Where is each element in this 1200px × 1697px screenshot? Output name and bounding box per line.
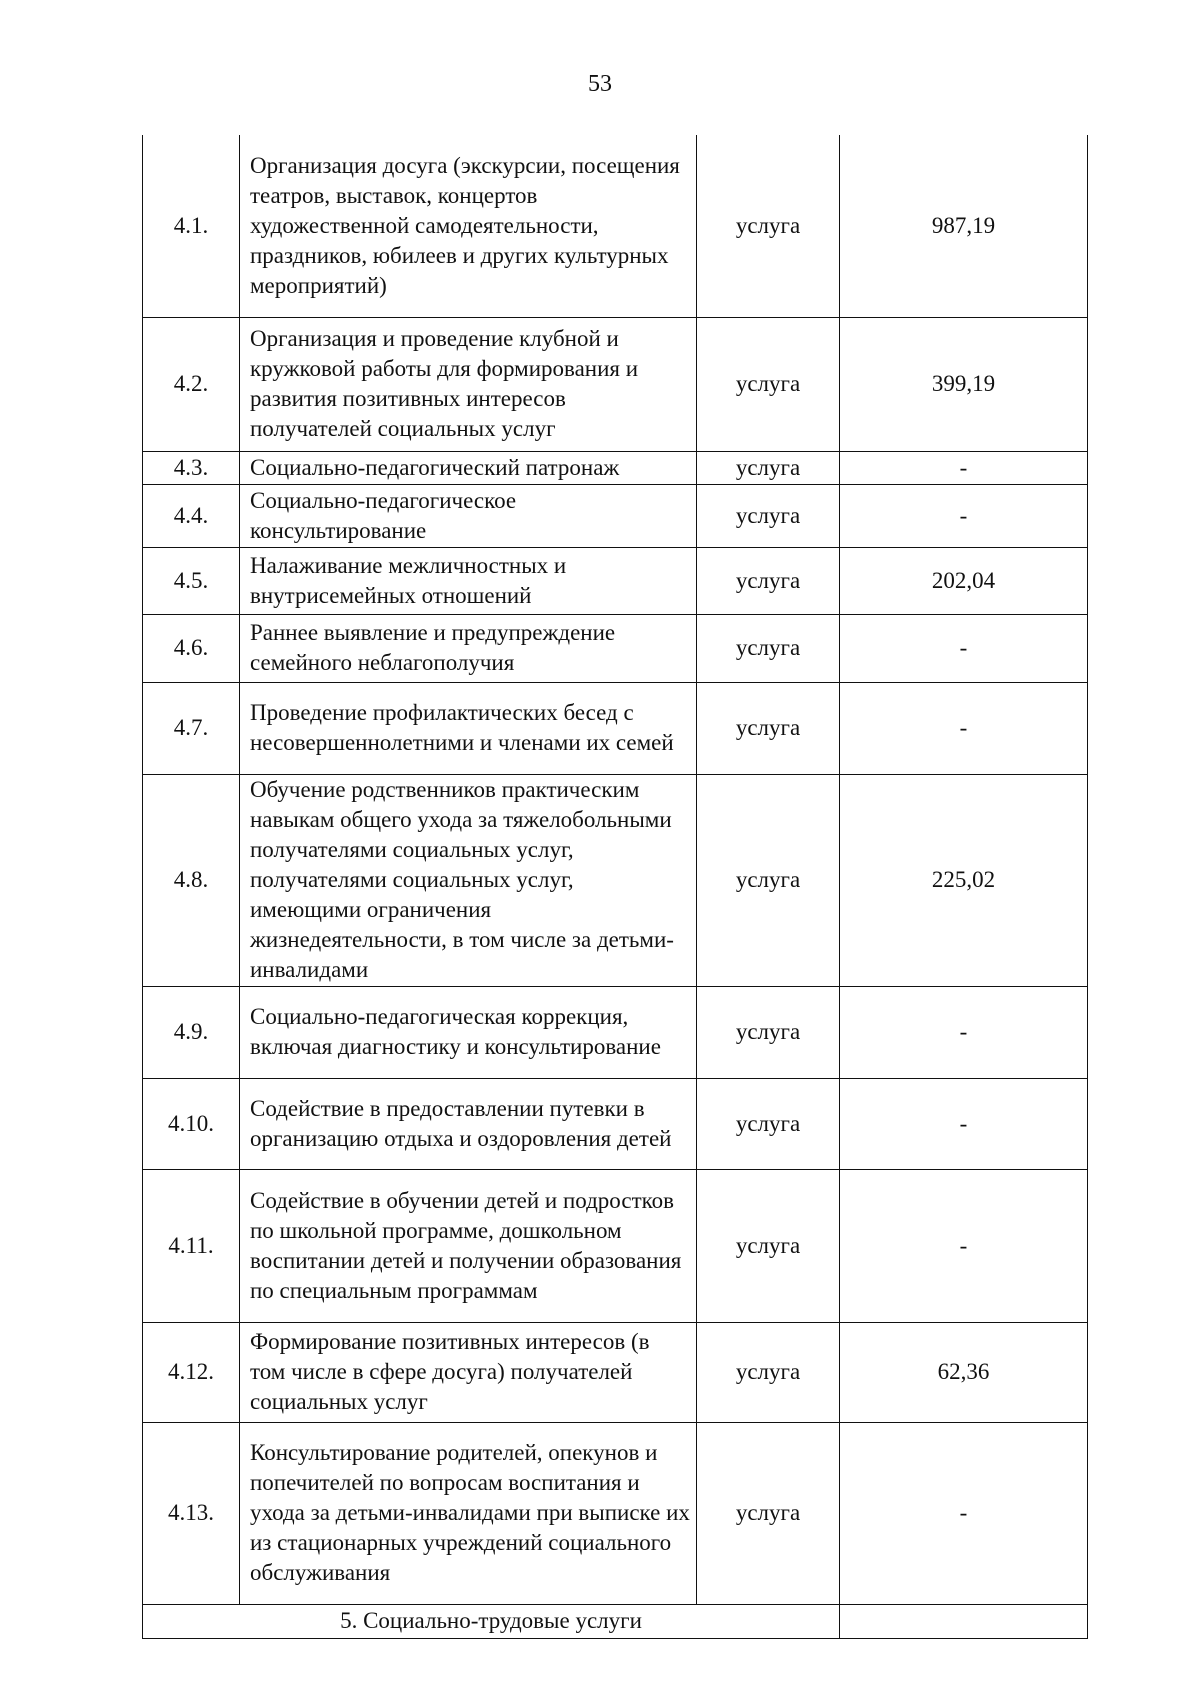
row-number: 4.3. xyxy=(143,451,240,484)
service-price: 987,19 xyxy=(840,135,1088,317)
service-price: - xyxy=(840,986,1088,1078)
service-price: - xyxy=(840,484,1088,547)
service-name: Организация досуга (экскурсии, посещения театров, выставок, концертов художественной самодеятельности, праздников, юбилеев и других культурных мероприятий) xyxy=(240,135,697,317)
row-number: 4.13. xyxy=(143,1422,240,1604)
table-row xyxy=(143,1322,1088,1422)
table-row xyxy=(143,484,1088,547)
service-price: - xyxy=(840,682,1088,774)
service-price: - xyxy=(840,1169,1088,1322)
service-unit: услуга xyxy=(697,317,840,451)
service-name: Обучение родственников практическим навыкам общего ухода за тяжелобольными получателями социальных услуг, получателями социальных услуг, имеющими ограничения жизнедеятельности, в том числе за детьми-инвалидами xyxy=(240,774,697,986)
service-price: - xyxy=(840,451,1088,484)
row-number: 4.5. xyxy=(143,547,240,614)
service-unit: услуга xyxy=(697,1322,840,1422)
service-unit: услуга xyxy=(697,1422,840,1604)
service-name: Содействие в обучении детей и подростков по школьной программе, дошкольном воспитании детей и получении образования по специальным программам xyxy=(240,1169,697,1322)
section-empty-cell xyxy=(840,1604,1088,1638)
section-row xyxy=(143,1604,1088,1638)
service-name: Раннее выявление и предупреждение семейного неблагополучия xyxy=(240,614,697,682)
service-price: - xyxy=(840,1422,1088,1604)
service-name: Организация и проведение клубной и кружковой работы для формирования и развития позитивных интересов получателей социальных услуг xyxy=(240,317,697,451)
table-row xyxy=(143,1422,1088,1604)
service-unit: услуга xyxy=(697,451,840,484)
row-number: 4.7. xyxy=(143,682,240,774)
section-title: 5. Социально-трудовые услуги xyxy=(143,1604,840,1638)
table-row xyxy=(143,1169,1088,1322)
service-name: Содействие в предоставлении путевки в организацию отдыха и оздоровления детей xyxy=(240,1078,697,1169)
service-name: Налаживание межличностных и внутрисемейных отношений xyxy=(240,547,697,614)
row-number: 4.8. xyxy=(143,774,240,986)
table-row xyxy=(143,986,1088,1078)
row-number: 4.2. xyxy=(143,317,240,451)
row-number: 4.10. xyxy=(143,1078,240,1169)
service-price: - xyxy=(840,1078,1088,1169)
row-number: 4.9. xyxy=(143,986,240,1078)
service-name: Формирование позитивных интересов (в том числе в сфере досуга) получателей социальных услуг xyxy=(240,1322,697,1422)
service-unit: услуга xyxy=(697,986,840,1078)
page-number: 53 xyxy=(588,71,612,97)
table-row xyxy=(143,135,1088,317)
table-row xyxy=(143,614,1088,682)
service-unit: услуга xyxy=(697,547,840,614)
service-unit: услуга xyxy=(697,484,840,547)
row-number: 4.1. xyxy=(143,135,240,317)
service-name: Социально-педагогический патронаж xyxy=(240,451,697,484)
service-unit: услуга xyxy=(697,1169,840,1322)
row-number: 4.12. xyxy=(143,1322,240,1422)
row-number: 4.6. xyxy=(143,614,240,682)
table-row xyxy=(143,317,1088,451)
service-name: Проведение профилактических бесед с несовершеннолетними и членами их семей xyxy=(240,682,697,774)
service-unit: услуга xyxy=(697,774,840,986)
service-name: Консультирование родителей, опекунов и попечителей по вопросам воспитания и ухода за детьми-инвалидами при выписке их из стационарных учреждений социального обслуживания xyxy=(240,1422,697,1604)
table-row xyxy=(143,774,1088,986)
service-price: 62,36 xyxy=(840,1322,1088,1422)
service-name: Социально-педагогическая коррекция, включая диагностику и консультирование xyxy=(240,986,697,1078)
service-unit: услуга xyxy=(697,682,840,774)
row-number: 4.4. xyxy=(143,484,240,547)
service-unit: услуга xyxy=(697,614,840,682)
table-row xyxy=(143,682,1088,774)
services-table xyxy=(142,135,1088,1639)
table-row xyxy=(143,451,1088,484)
service-unit: услуга xyxy=(697,135,840,317)
row-number: 4.11. xyxy=(143,1169,240,1322)
service-price: - xyxy=(840,614,1088,682)
service-unit: услуга xyxy=(697,1078,840,1169)
service-name: Социально-педагогическое консультирование xyxy=(240,484,697,547)
service-price: 225,02 xyxy=(840,774,1088,986)
service-price: 202,04 xyxy=(840,547,1088,614)
table-row xyxy=(143,547,1088,614)
service-price: 399,19 xyxy=(840,317,1088,451)
table-row xyxy=(143,1078,1088,1169)
